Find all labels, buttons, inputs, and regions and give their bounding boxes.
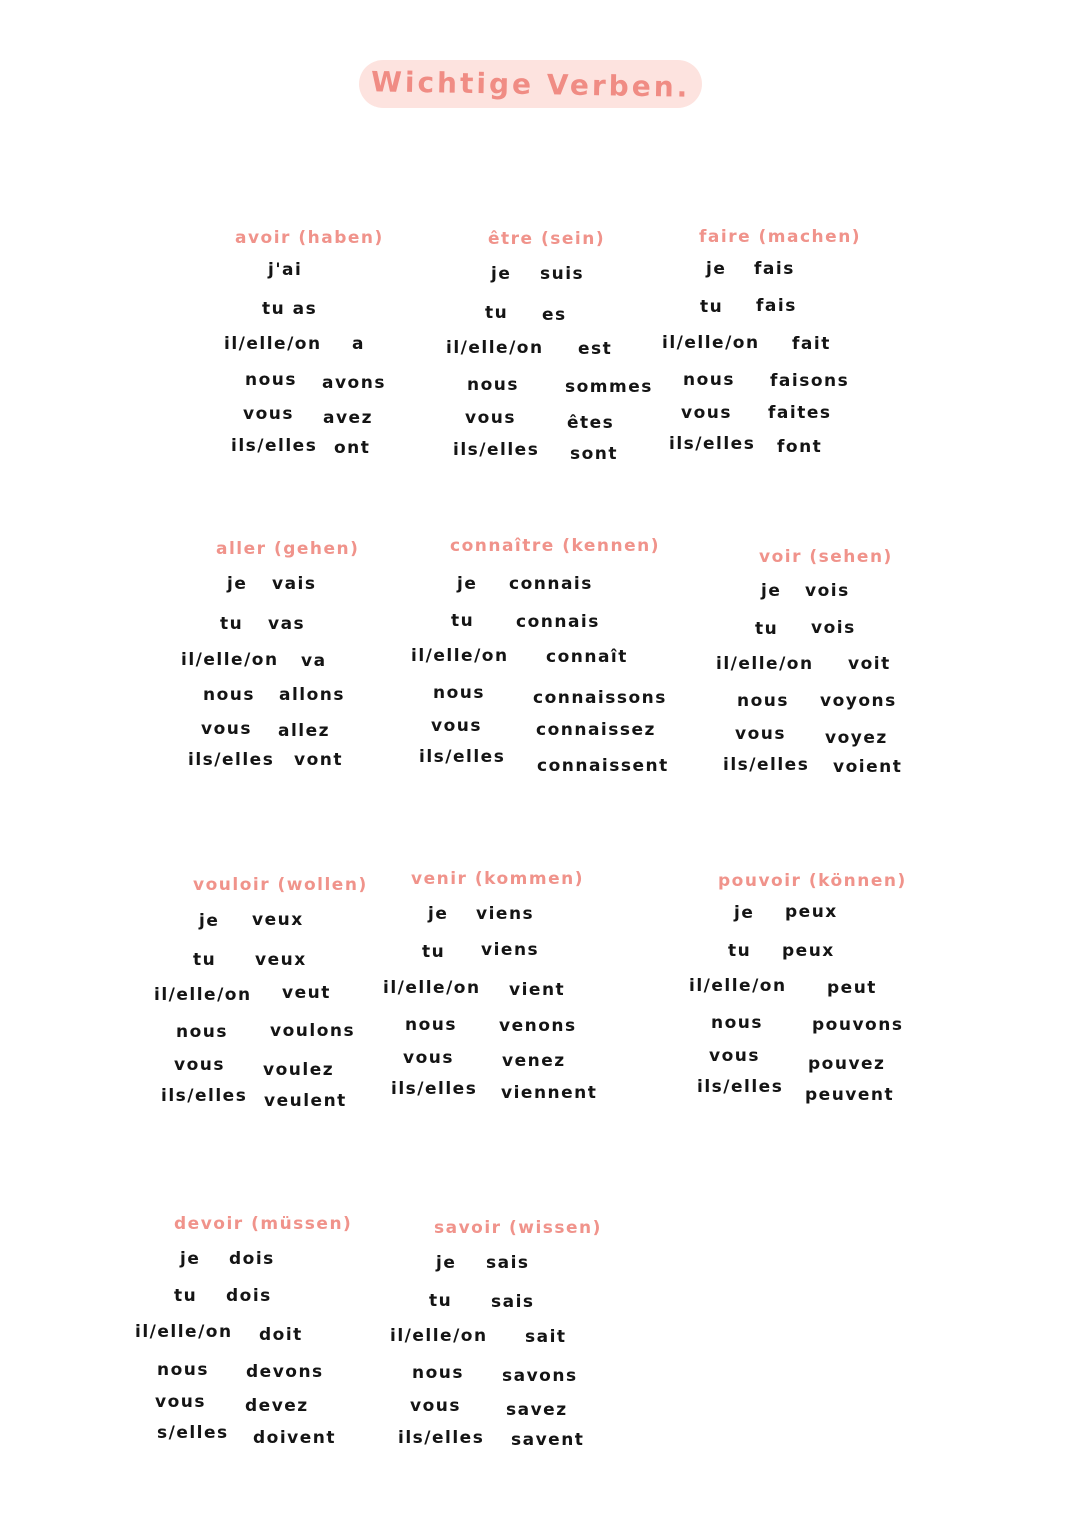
verb-form: devons	[246, 1362, 324, 1382]
verb-form: vois	[805, 581, 850, 601]
verb-form: avons	[322, 373, 386, 393]
pronoun: vous	[735, 724, 786, 744]
pronoun: ils/elles	[391, 1079, 478, 1099]
pronoun: il/elle/on	[224, 334, 322, 354]
verb-form: viennent	[501, 1083, 598, 1103]
pronoun: ils/elles	[398, 1428, 485, 1448]
verb-heading: devoir (müssen)	[174, 1214, 353, 1234]
pronoun: ils/elles	[161, 1086, 248, 1106]
verb-form: voient	[833, 757, 903, 777]
verb-form: connaissez	[536, 720, 656, 740]
verb-form: voyez	[825, 728, 888, 748]
verb-form: fais	[754, 259, 795, 279]
pronoun: je	[734, 903, 755, 923]
verb-form: viens	[481, 940, 540, 960]
verb-form: a	[352, 334, 365, 354]
verb-form: venez	[502, 1051, 566, 1071]
verb-form: font	[777, 437, 823, 457]
pronoun: ils/elles	[231, 436, 318, 456]
verb-form: vont	[294, 750, 343, 770]
verb-form: peux	[782, 941, 835, 961]
pronoun: je	[491, 264, 512, 284]
verb-form: veulent	[264, 1091, 347, 1111]
pronoun: nous	[683, 370, 736, 390]
pronoun: vous	[709, 1046, 760, 1066]
pronoun: ils/elles	[188, 750, 275, 770]
verb-form: peuvent	[805, 1085, 895, 1105]
verb-form: connaissent	[537, 756, 669, 776]
verb-heading: voir (sehen)	[759, 547, 893, 567]
pronoun: nous	[412, 1363, 465, 1383]
pronoun: je	[761, 581, 782, 601]
verb-form: sont	[570, 444, 619, 464]
pronoun: vous	[174, 1055, 225, 1075]
verb-heading: vouloir (wollen)	[193, 875, 368, 895]
pronoun: vous	[410, 1396, 461, 1416]
verb-form: veut	[282, 983, 331, 1003]
verb-heading: savoir (wissen)	[434, 1218, 602, 1238]
pronoun: il/elle/on	[154, 985, 252, 1005]
pronoun: vous	[201, 719, 252, 739]
verb-form: vais	[272, 574, 317, 594]
pronoun: il/elle/on	[446, 338, 544, 358]
verb-form: voulons	[270, 1021, 356, 1041]
pronoun: nous	[433, 683, 486, 703]
verb-form: veux	[252, 910, 304, 930]
pronoun: il/elle/on	[411, 646, 509, 666]
verb-heading: avoir (haben)	[235, 228, 384, 248]
pronoun: nous	[737, 691, 790, 711]
pronoun: tu	[755, 619, 779, 639]
verb-form: vois	[811, 618, 856, 638]
pronoun: vous	[681, 403, 732, 423]
verb-form: doit	[259, 1325, 303, 1345]
pronoun: nous	[711, 1013, 764, 1033]
verb-form: allez	[278, 721, 331, 741]
pronoun: il/elle/on	[181, 650, 279, 670]
verb-form: fais	[756, 296, 797, 316]
verb-form: vient	[509, 980, 566, 1000]
pronoun: vous	[243, 404, 294, 424]
verb-form: connaissons	[533, 688, 667, 708]
verb-form: sais	[486, 1253, 530, 1273]
verb-form: dois	[226, 1286, 272, 1306]
pronoun: je	[436, 1253, 457, 1273]
pronoun: nous	[245, 370, 298, 390]
verb-form: veux	[255, 950, 307, 970]
pronoun: tu	[174, 1286, 198, 1306]
pronoun: tu	[220, 614, 244, 634]
pronoun: je	[706, 259, 727, 279]
pronoun: je	[199, 911, 220, 931]
verb-form: pouvons	[812, 1015, 904, 1035]
verb-heading: venir (kommen)	[411, 869, 584, 889]
verb-form: voyons	[820, 691, 897, 711]
pronoun: s/elles	[157, 1423, 229, 1443]
verb-form: devez	[245, 1396, 309, 1416]
pronoun: ils/elles	[669, 434, 756, 454]
pronoun: nous	[467, 375, 520, 395]
pronoun: tu	[485, 303, 509, 323]
verb-form: savent	[511, 1430, 585, 1450]
pronoun: nous	[157, 1360, 210, 1380]
verb-heading: faire (machen)	[699, 227, 862, 247]
pronoun: je	[227, 574, 248, 594]
verb-form: suis	[540, 264, 585, 284]
verb-form: venons	[499, 1016, 577, 1036]
verb-heading: aller (gehen)	[216, 539, 360, 559]
verb-form: allons	[279, 685, 346, 705]
pronoun: nous	[176, 1022, 229, 1042]
pronoun: il/elle/on	[390, 1326, 488, 1346]
verb-form: es	[542, 305, 567, 325]
verb-form: savons	[502, 1366, 578, 1386]
pronoun: je	[180, 1249, 201, 1269]
pronoun: ils/elles	[697, 1077, 784, 1097]
pronoun: ils/elles	[453, 440, 540, 460]
verb-form: sais	[491, 1292, 535, 1312]
pronoun: nous	[203, 685, 256, 705]
pronoun: je	[428, 904, 449, 924]
verb-form: faisons	[770, 371, 850, 391]
pronoun: ils/elles	[419, 747, 506, 767]
pronoun: il/elle/on	[689, 976, 787, 996]
verb-form: va	[301, 651, 327, 671]
pronoun: nous	[405, 1015, 458, 1035]
pronoun: vous	[465, 408, 516, 428]
verb-form: faites	[768, 403, 832, 423]
verb-form: peux	[785, 902, 838, 922]
pronoun: tu	[193, 950, 217, 970]
verb-form: dois	[229, 1249, 275, 1269]
page-title-badge	[359, 60, 702, 108]
pronoun: il/elle/on	[662, 333, 760, 353]
pronoun: il/elle/on	[135, 1322, 233, 1342]
verb-form: connais	[516, 612, 600, 632]
verb-form: avez	[323, 408, 373, 428]
pronoun: tu	[429, 1291, 453, 1311]
verb-form: fait	[792, 334, 831, 354]
pronoun: vous	[155, 1392, 206, 1412]
pronoun: tu	[700, 297, 724, 317]
pronoun: ils/elles	[723, 755, 810, 775]
verb-form: voit	[848, 654, 891, 674]
verb-form: sommes	[565, 377, 653, 397]
verb-form: sait	[525, 1327, 567, 1347]
verb-heading: pouvoir (können)	[718, 871, 907, 891]
pronoun: tu	[451, 611, 475, 631]
verb-heading: connaître (kennen)	[450, 536, 660, 556]
pronoun: vous	[431, 716, 482, 736]
verb-form: peut	[827, 978, 877, 998]
verb-form: connaît	[546, 647, 628, 667]
pronoun: j'ai	[268, 260, 303, 280]
verb-form: doivent	[253, 1428, 337, 1448]
verb-form: ont	[334, 438, 371, 458]
verb-form: est	[578, 339, 613, 359]
pronoun: tu as	[262, 299, 318, 319]
verb-heading: être (sein)	[488, 229, 606, 249]
pronoun: il/elle/on	[383, 978, 481, 998]
verb-form: pouvez	[808, 1054, 886, 1074]
verb-form: êtes	[567, 413, 615, 433]
verb-form: voulez	[263, 1060, 335, 1080]
verb-form: savez	[506, 1400, 568, 1420]
verb-form: connais	[509, 574, 593, 594]
pronoun: vous	[403, 1048, 454, 1068]
pronoun: il/elle/on	[716, 654, 814, 674]
verb-form: vas	[268, 614, 306, 634]
verb-form: viens	[476, 904, 535, 924]
pronoun: tu	[422, 942, 446, 962]
pronoun: je	[457, 574, 478, 594]
page-title: Wichtige Verben.	[370, 64, 691, 104]
pronoun: tu	[728, 941, 752, 961]
